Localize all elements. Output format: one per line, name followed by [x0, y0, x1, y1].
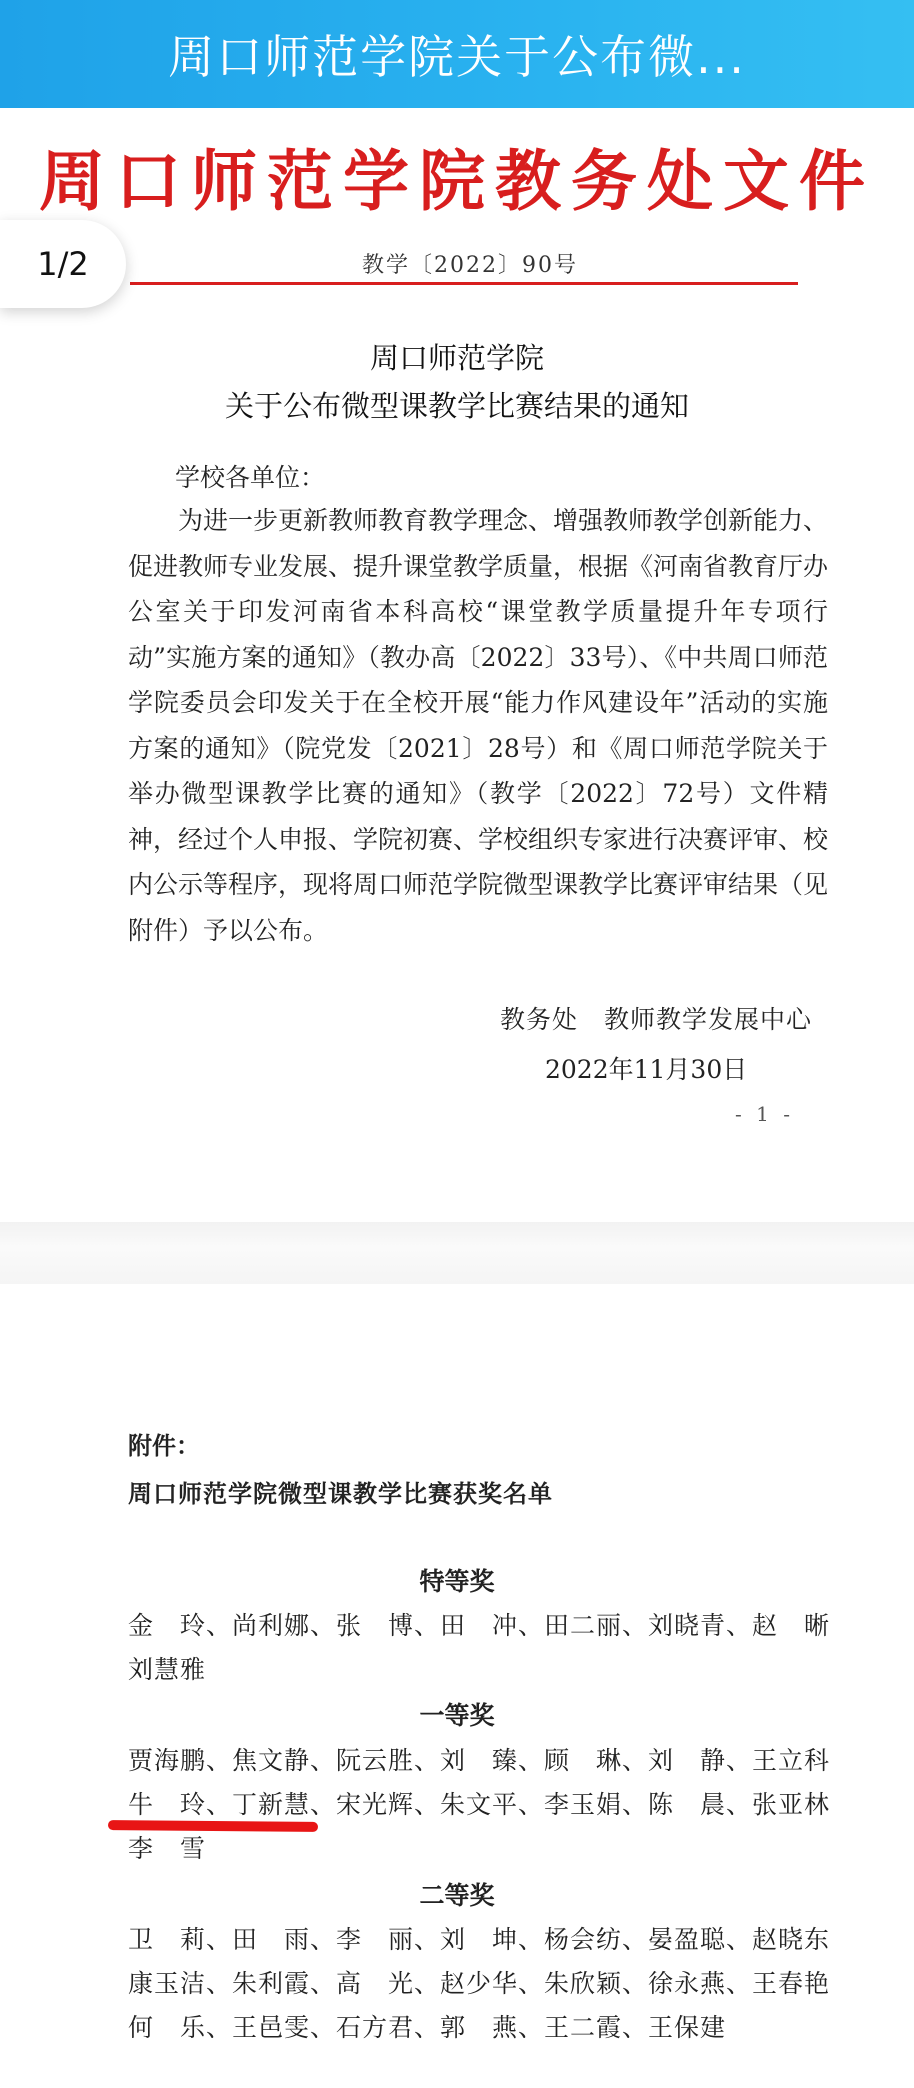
document-header: 周口师范学院教务处文件	[39, 143, 875, 220]
name-line: 牛 玲、丁新慧、宋光辉、朱文平、李玉娟、陈 晨、张亚林	[128, 1790, 831, 1819]
first-prize-title: 一等奖	[419, 1701, 495, 1730]
signature-department: 教务处 教师教学发展中心	[500, 1005, 813, 1034]
top-bar-title: 周口师范学院关于公布微...	[168, 30, 746, 84]
special-prize-title: 特等奖	[419, 1567, 495, 1596]
red-highlight-underline	[108, 1820, 318, 1832]
name-line: 卫 莉、田 雨、李 丽、刘 坤、杨会纺、晏盈聪、赵晓东	[128, 1925, 831, 1954]
first-prize-names	[128, 1739, 831, 1871]
page-number: - 1 -	[735, 1102, 794, 1126]
notice-title-line1: 周口师范学院	[369, 341, 544, 375]
notice-body	[128, 498, 828, 953]
name-line: 康玉洁、朱利霞、高 光、赵少华、朱欣颖、徐永燕、王春艳	[128, 1969, 831, 1998]
document-page-2	[0, 1284, 914, 2088]
name-line: 金 玲、尚利娜、张 博、田 冲、田二丽、刘晓青、赵 晰	[128, 1611, 831, 1640]
notice-body-text: 为进一步更新教师教育教学理念、增强教师教学创新能力、促进教师专业发展、提升课堂教学质量，根据《河南省教育厅办公室关于印发河南省本科高校“课堂教学质量提升年专项行动”实施方案的通知》（教办高〔2022〕33号）、《中共周口师范学院委员会印发关于在全校开展“能力作风建设年”活动的实施方案的通知》（院党发〔2021〕28号）和《周口师范学院关于举办微型课教学比赛的通知》（教学〔2022〕72号）文件精神，经过个人申报、学院初赛、学校组织专家进行决赛评审、校内公示等程序，现将周口师范学院微型课教学比赛评审结果（见附件）予以公布。	[128, 506, 829, 945]
second-prize-names	[128, 1918, 831, 2050]
document-page-1	[0, 108, 914, 1220]
document-number: 教学〔2022〕90号	[362, 253, 578, 278]
name-line: 贾海鹏、焦文静、阮云胜、刘 臻、顾 琳、刘 静、王立科	[128, 1746, 831, 1775]
signature-date: 2022年11月30日	[545, 1055, 748, 1084]
attachment-label: 附件：	[128, 1431, 200, 1460]
notice-title-line2: 关于公布微型课教学比赛结果的通知	[224, 389, 689, 423]
header-divider	[130, 282, 798, 285]
page-indicator[interactable]: 1/2	[0, 220, 126, 308]
name-line: 何 乐、王邑雯、石方君、郭 燕、王二霞、王保建	[128, 2013, 727, 2042]
special-prize-names	[128, 1604, 831, 1692]
salutation: 学校各单位：	[175, 463, 326, 492]
attachment-title: 周口师范学院微型课教学比赛获奖名单	[128, 1479, 553, 1508]
top-bar	[0, 0, 914, 108]
page-separator	[0, 1222, 914, 1284]
second-prize-title: 二等奖	[419, 1881, 495, 1910]
name-line: 李 雪	[128, 1834, 207, 1863]
name-line: 刘慧雅	[128, 1655, 207, 1684]
